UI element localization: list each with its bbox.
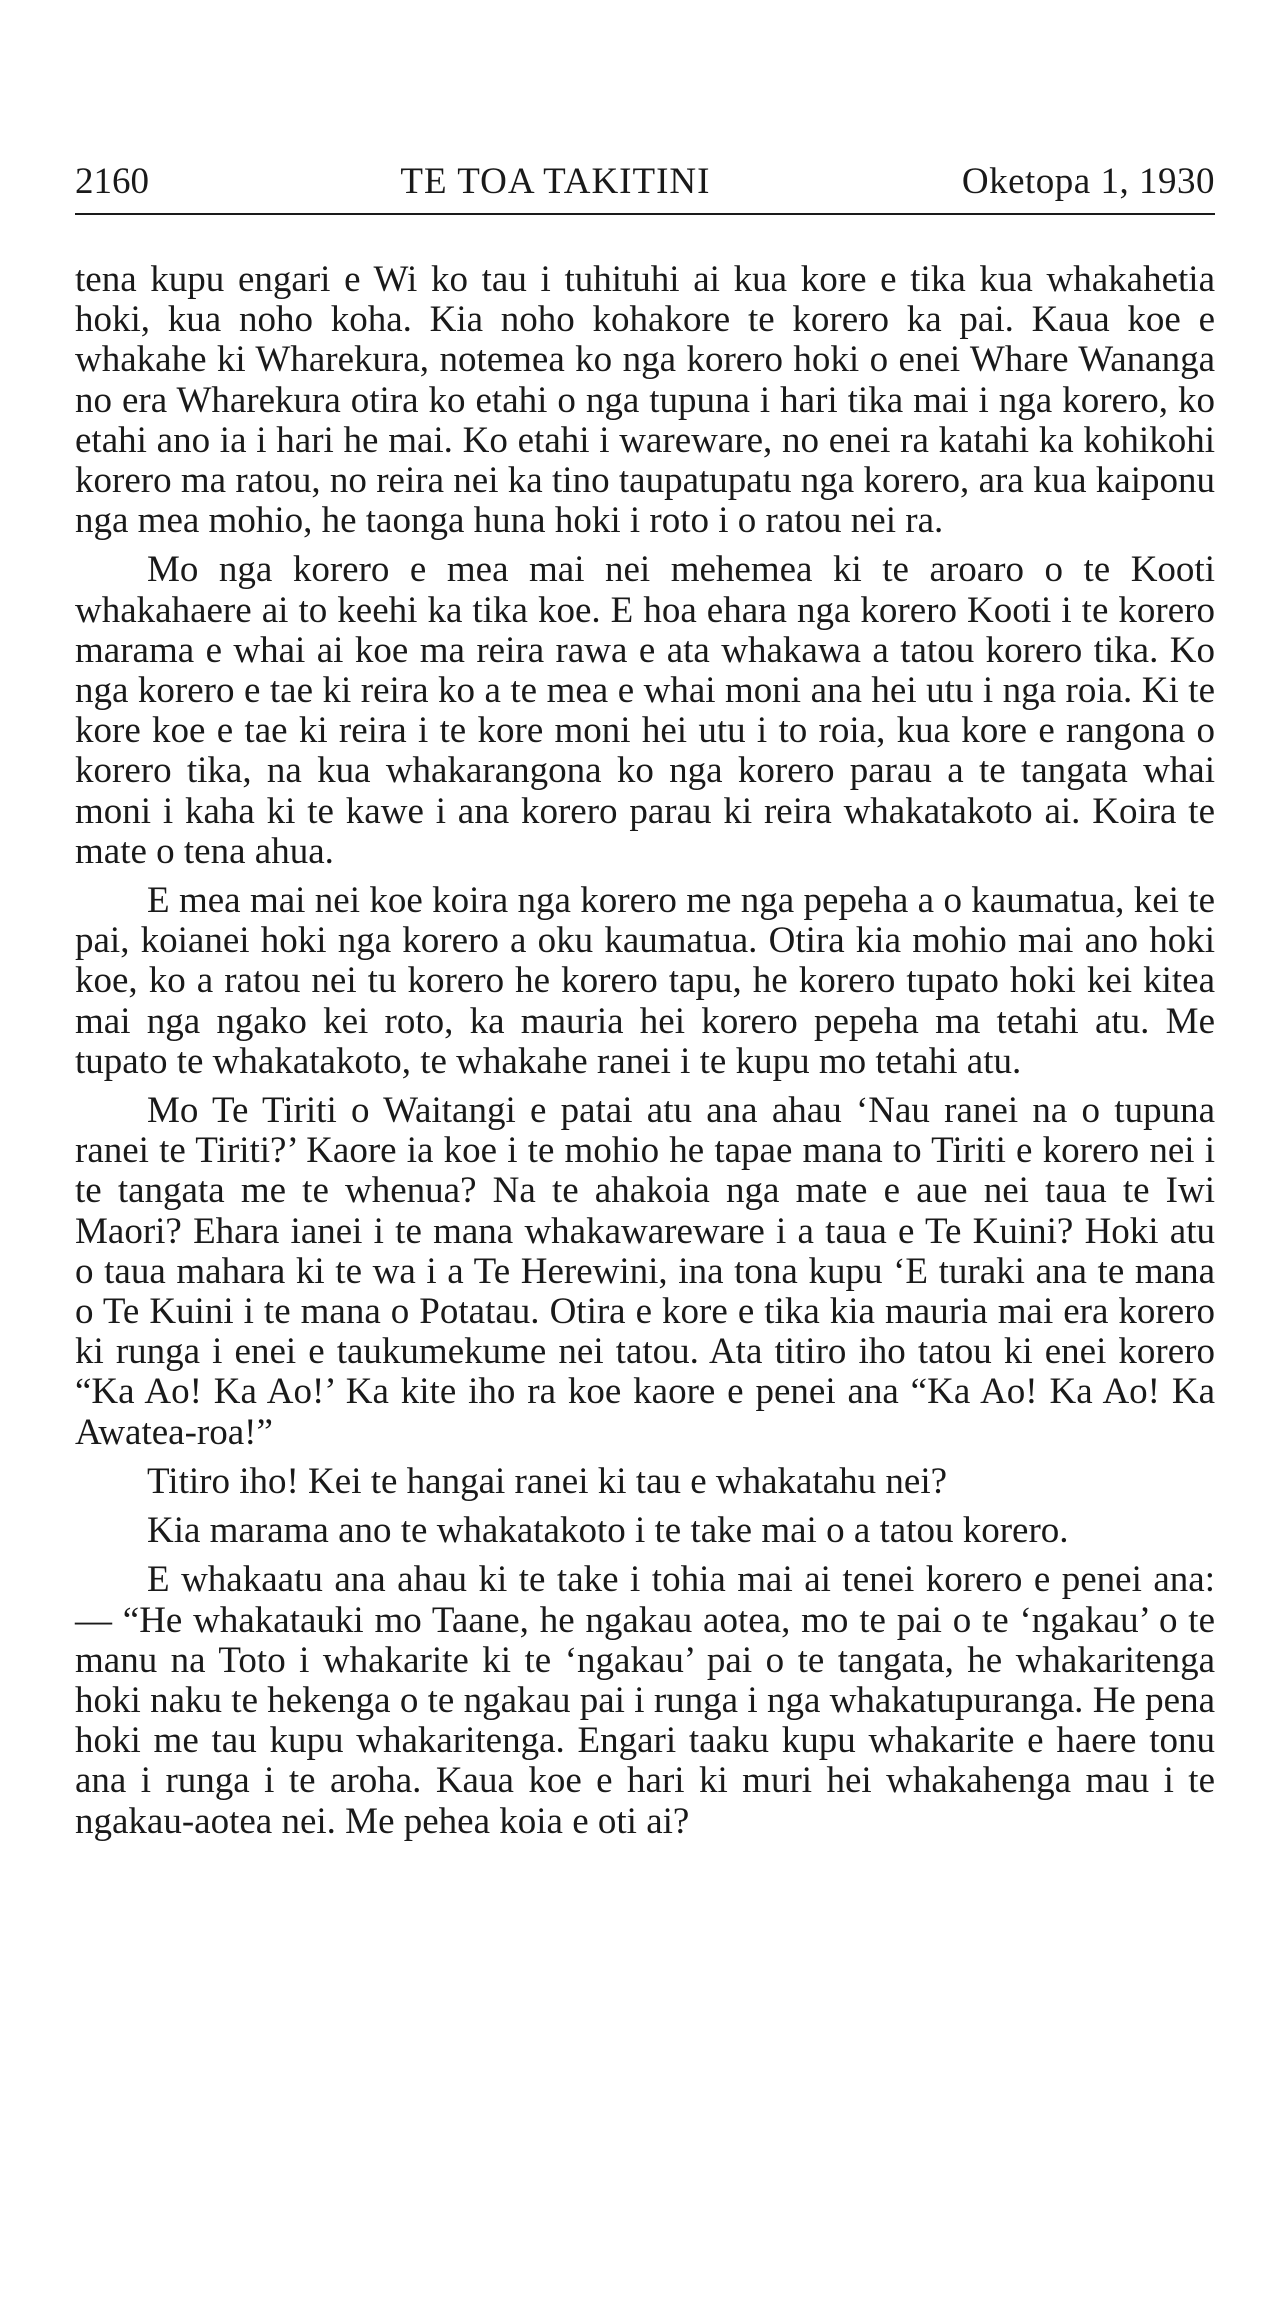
paragraph: Mo nga korero e mea mai nei mehemea ki te aroaro o te Kooti whakahaere ai to keehi ka tika koe. E hoa ehara nga korero Kooti i te korero marama e whai ai koe ma reira rawa e ata whakawa a tatou korero tika. Ko nga korero e tae ki reira ko a te mea e whai moni ana hei utu i nga roia. Ki te kore koe e tae ki reira i te kore moni hei utu i to roia, kua kore e rangona o korero tika, na kua whakarangona ko nga korero parau a te tangata whai moni i kaha ki te kawe i ana korero parau ki reira whakatakoto ai. Koira te mate o tena ahua. bbox=[75, 549, 1215, 872]
paragraph: E whakaatu ana ahau ki te take i tohia mai ai tenei korero e penei ana:— “He whakatauki mo Taane, he ngakau aotea, mo te pai o te ‘ngakau’ o te manu na Toto i whakarite ki te ‘ngakau’ pai o te tangata, he whakaritenga hoki naku te hekenga o te ngakau pai i runga i nga whakatupuranga. He pena hoki me tau kupu whakaritenga. Engari taaku kupu whakarite e haere tonu ana i runga i te aroha. Kaua koe e hari ki muri hei whakahenga mau i te ngakau-aotea nei. Me pehea koia e oti ai? bbox=[75, 1559, 1215, 1842]
page-header bbox=[75, 160, 1215, 215]
paragraph: tena kupu engari e Wi ko tau i tuhituhi ai kua kore e tika kua whakahetia hoki, kua noho koha. Kia noho kohakore te korero ka pai. Kaua koe e whakahe ki Wharekura, notemea ko nga korero hoki o enei Whare Wananga no era Wharekura otira ko etahi o nga tupuna i hari tika mai i nga korero, ko etahi ano ia i hari he mai. Ko etahi i wareware, no enei ra katahi ka kohikohi korero ma ratou, no reira nei ka tino taupatupatu nga korero, ara kua kaiponu nga mea mohio, he taonga huna hoki i roto i o ratou nei ra. bbox=[75, 259, 1215, 542]
publication-title: TE TOA TAKITINI bbox=[400, 161, 711, 202]
paragraph: Kia marama ano te whakatakoto i te take mai o a tatou korero. bbox=[147, 1510, 1069, 1552]
paragraph: Titiro iho! Kei te hangai ranei ki tau e whakatahu nei? bbox=[147, 1460, 948, 1502]
paragraph: E mea mai nei koe koira nga korero me nga pepeha a o kaumatua, kei te pai, koianei hoki nga korero a oku kaumatua. Otira kia mohio mai ano hoki koe, ko a ratou nei tu korero he korero tapu, he korero tupato hoki kei kitea mai nga ngako kei roto, ka mauria hei korero pepeha ma tetahi atu. Me tupato te whakatakoto, te whakahe ranei i te kupu mo tetahi atu. bbox=[75, 880, 1215, 1082]
article-body bbox=[75, 260, 1215, 1842]
paragraph: Mo Te Tiriti o Waitangi e patai atu ana ahau ‘Nau ranei na o tupuna ranei te Tiriti?’ Kaore ia koe i te mohio he tapae mana to Tiriti e korero nei i te tangata me te whenua? Na te ahakoia nga mate e aue nei taua te Iwi Maori? Ehara ianei i te mana whakawareware i a taua e Te Kuini? Hoki atu o taua mahara ki te wa i a Te Herewini, ina tona kupu ‘E turaki ana te mana o Te Kuini i te mana o Potatau. Otira e kore e tika kia mauria mai era korero ki runga i enei e taukumekume nei tatou. Ata titiro iho tatou ki enei korero “Ka Ao! Ka Ao!’ Ka kite iho ra koe kaore e penei ana “Ka Ao! Ka Ao! Ka Awatea-roa!” bbox=[75, 1090, 1215, 1453]
issue-date: Oketopa 1, 1930 bbox=[961, 161, 1215, 202]
document-page bbox=[75, 160, 1215, 1851]
page-number: 2160 bbox=[75, 161, 149, 202]
